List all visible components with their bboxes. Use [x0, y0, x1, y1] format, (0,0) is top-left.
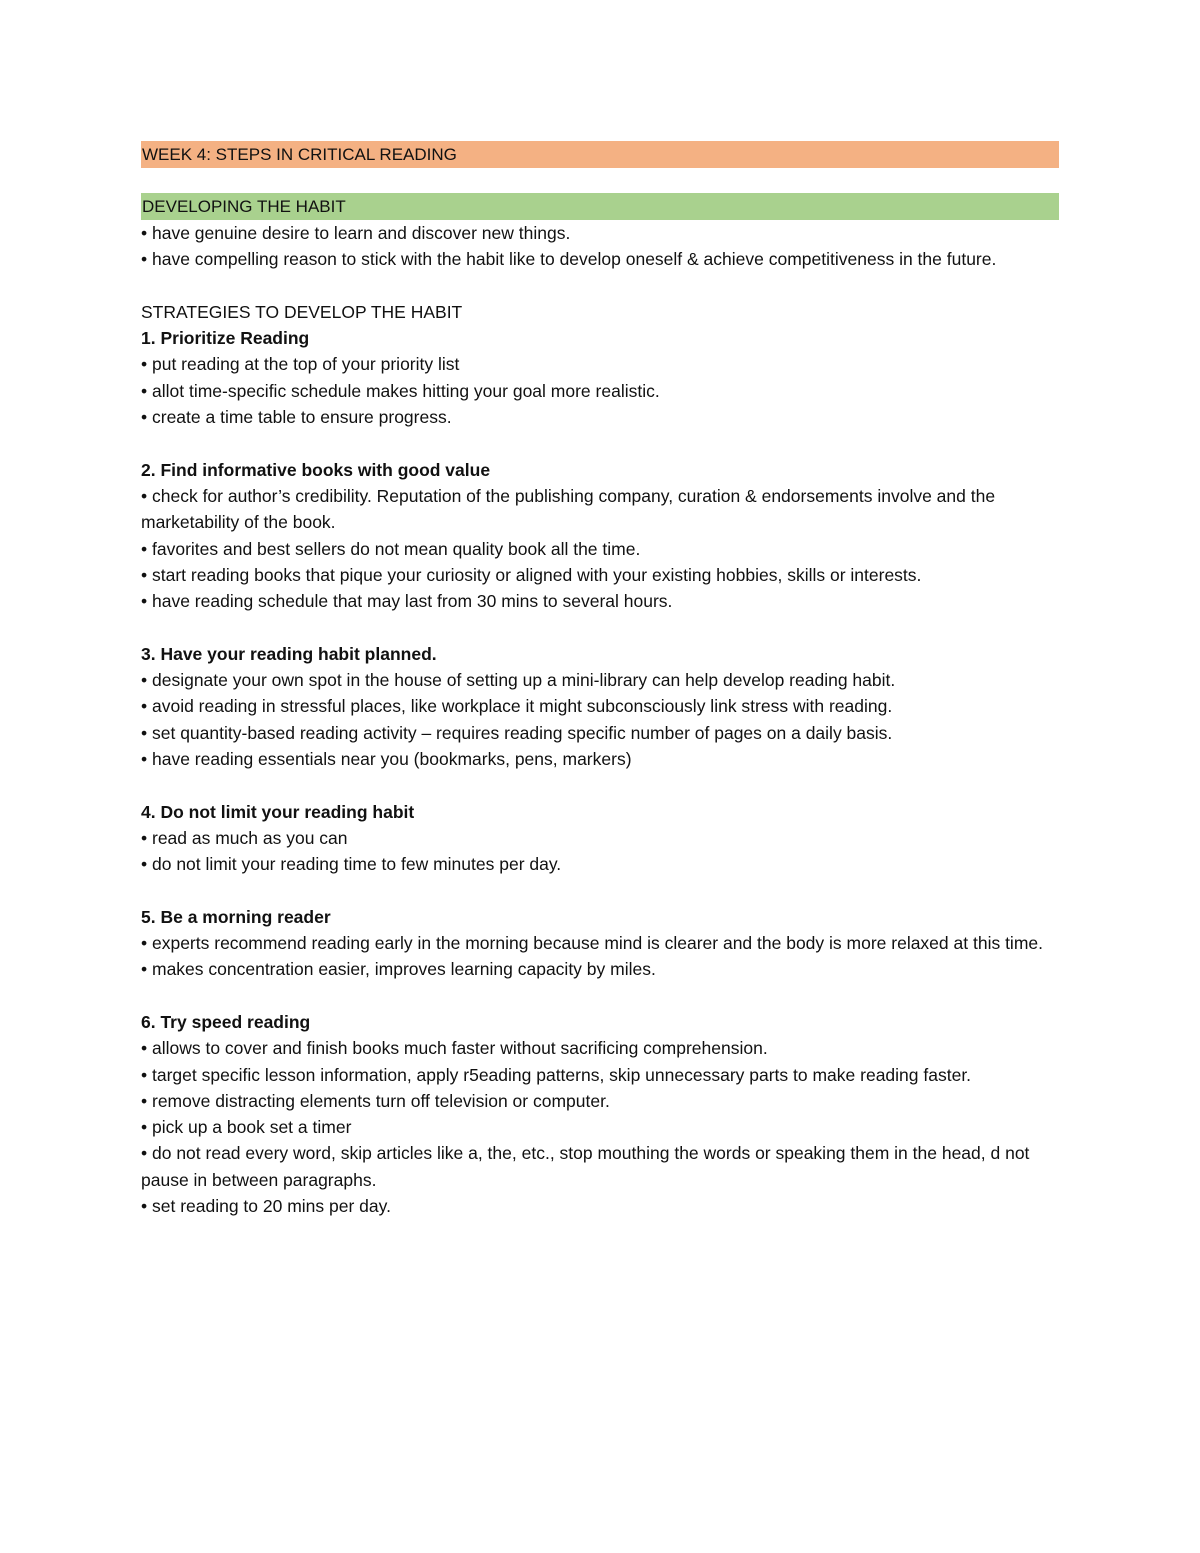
section-bullet: • pick up a book set a timer — [141, 1117, 352, 1138]
spacer — [141, 273, 1059, 299]
section-heading: 6. Try speed reading — [141, 1011, 311, 1032]
section-bullet: • designate your own spot in the house of setting up a mini-library can help develop reading habit. — [141, 670, 896, 691]
section-heading: 2. Find informative books with good value — [141, 459, 491, 480]
spacer — [141, 877, 1059, 903]
section-bullet: • do not read every word, skip articles like a, the, etc., stop mouthing the words or speaking them in the head, d not pause in between paragraphs. — [141, 1143, 1030, 1190]
section-bullet: • do not limit your reading time to few minutes per day. — [141, 854, 562, 875]
section-bullet: • remove distracting elements turn off television or computer. — [141, 1090, 610, 1111]
section-heading: 3. Have your reading habit planned. — [141, 643, 437, 664]
section-bullet: • set quantity-based reading activity – requires reading specific number of pages on a daily basis. — [141, 722, 893, 743]
page-title: WEEK 4: STEPS IN CRITICAL READING — [141, 141, 1059, 168]
spacer — [141, 983, 1059, 1009]
section-bullet: • check for author’s credibility. Reputation of the publishing company, curation & endorsements involve and the marketability of the book. — [141, 485, 996, 533]
section-bullet: • have reading schedule that may last from 30 mins to several hours. — [141, 591, 673, 612]
section-heading: 4. Do not limit your reading habit — [141, 801, 415, 822]
habit-heading: DEVELOPING THE HABIT — [141, 193, 1059, 220]
section-bullet: • makes concentration easier, improves learning capacity by miles. — [141, 959, 656, 980]
habit-bullet: • have genuine desire to learn and discover new things. — [141, 223, 571, 243]
section-bullet: • avoid reading in stressful places, like workplace it might subconsciously link stress with reading. — [141, 696, 893, 717]
section-bullet: • experts recommend reading early in the morning because mind is clearer and the body is more relaxed at this time. — [141, 933, 1043, 954]
section-bullet: • read as much as you can — [141, 827, 348, 848]
section-bullet: • target specific lesson information, apply r5eading patterns, skip unnecessary parts to make reading faster. — [141, 1064, 972, 1085]
section-bullet: • allows to cover and finish books much faster without sacrificing comprehension. — [141, 1038, 768, 1059]
habit-bullet: • have compelling reason to stick with the habit like to develop oneself & achieve competitiveness in the future. — [141, 249, 997, 270]
section-bullet: • have reading essentials near you (bookmarks, pens, markers) — [141, 748, 632, 769]
spacer — [141, 772, 1059, 798]
section-bullet: • start reading books that pique your curiosity or aligned with your existing hobbies, skills or interests. — [141, 564, 922, 585]
section-heading: 5. Be a morning reader — [141, 906, 331, 927]
spacer — [141, 430, 1059, 456]
document-page — [141, 141, 1059, 1219]
section-bullet: • allot time-specific schedule makes hitting your goal more realistic. — [141, 380, 660, 401]
section-bullet: • favorites and best sellers do not mean quality book all the time. — [141, 538, 641, 559]
section-heading: 1. Prioritize Reading — [141, 328, 310, 349]
strategies-heading: STRATEGIES TO DEVELOP THE HABIT — [141, 301, 463, 322]
section-bullet: • put reading at the top of your priority list — [141, 354, 460, 375]
spacer — [141, 614, 1059, 640]
section-bullet: • set reading to 20 mins per day. — [141, 1195, 391, 1216]
section-bullet: • create a time table to ensure progress. — [141, 407, 452, 428]
